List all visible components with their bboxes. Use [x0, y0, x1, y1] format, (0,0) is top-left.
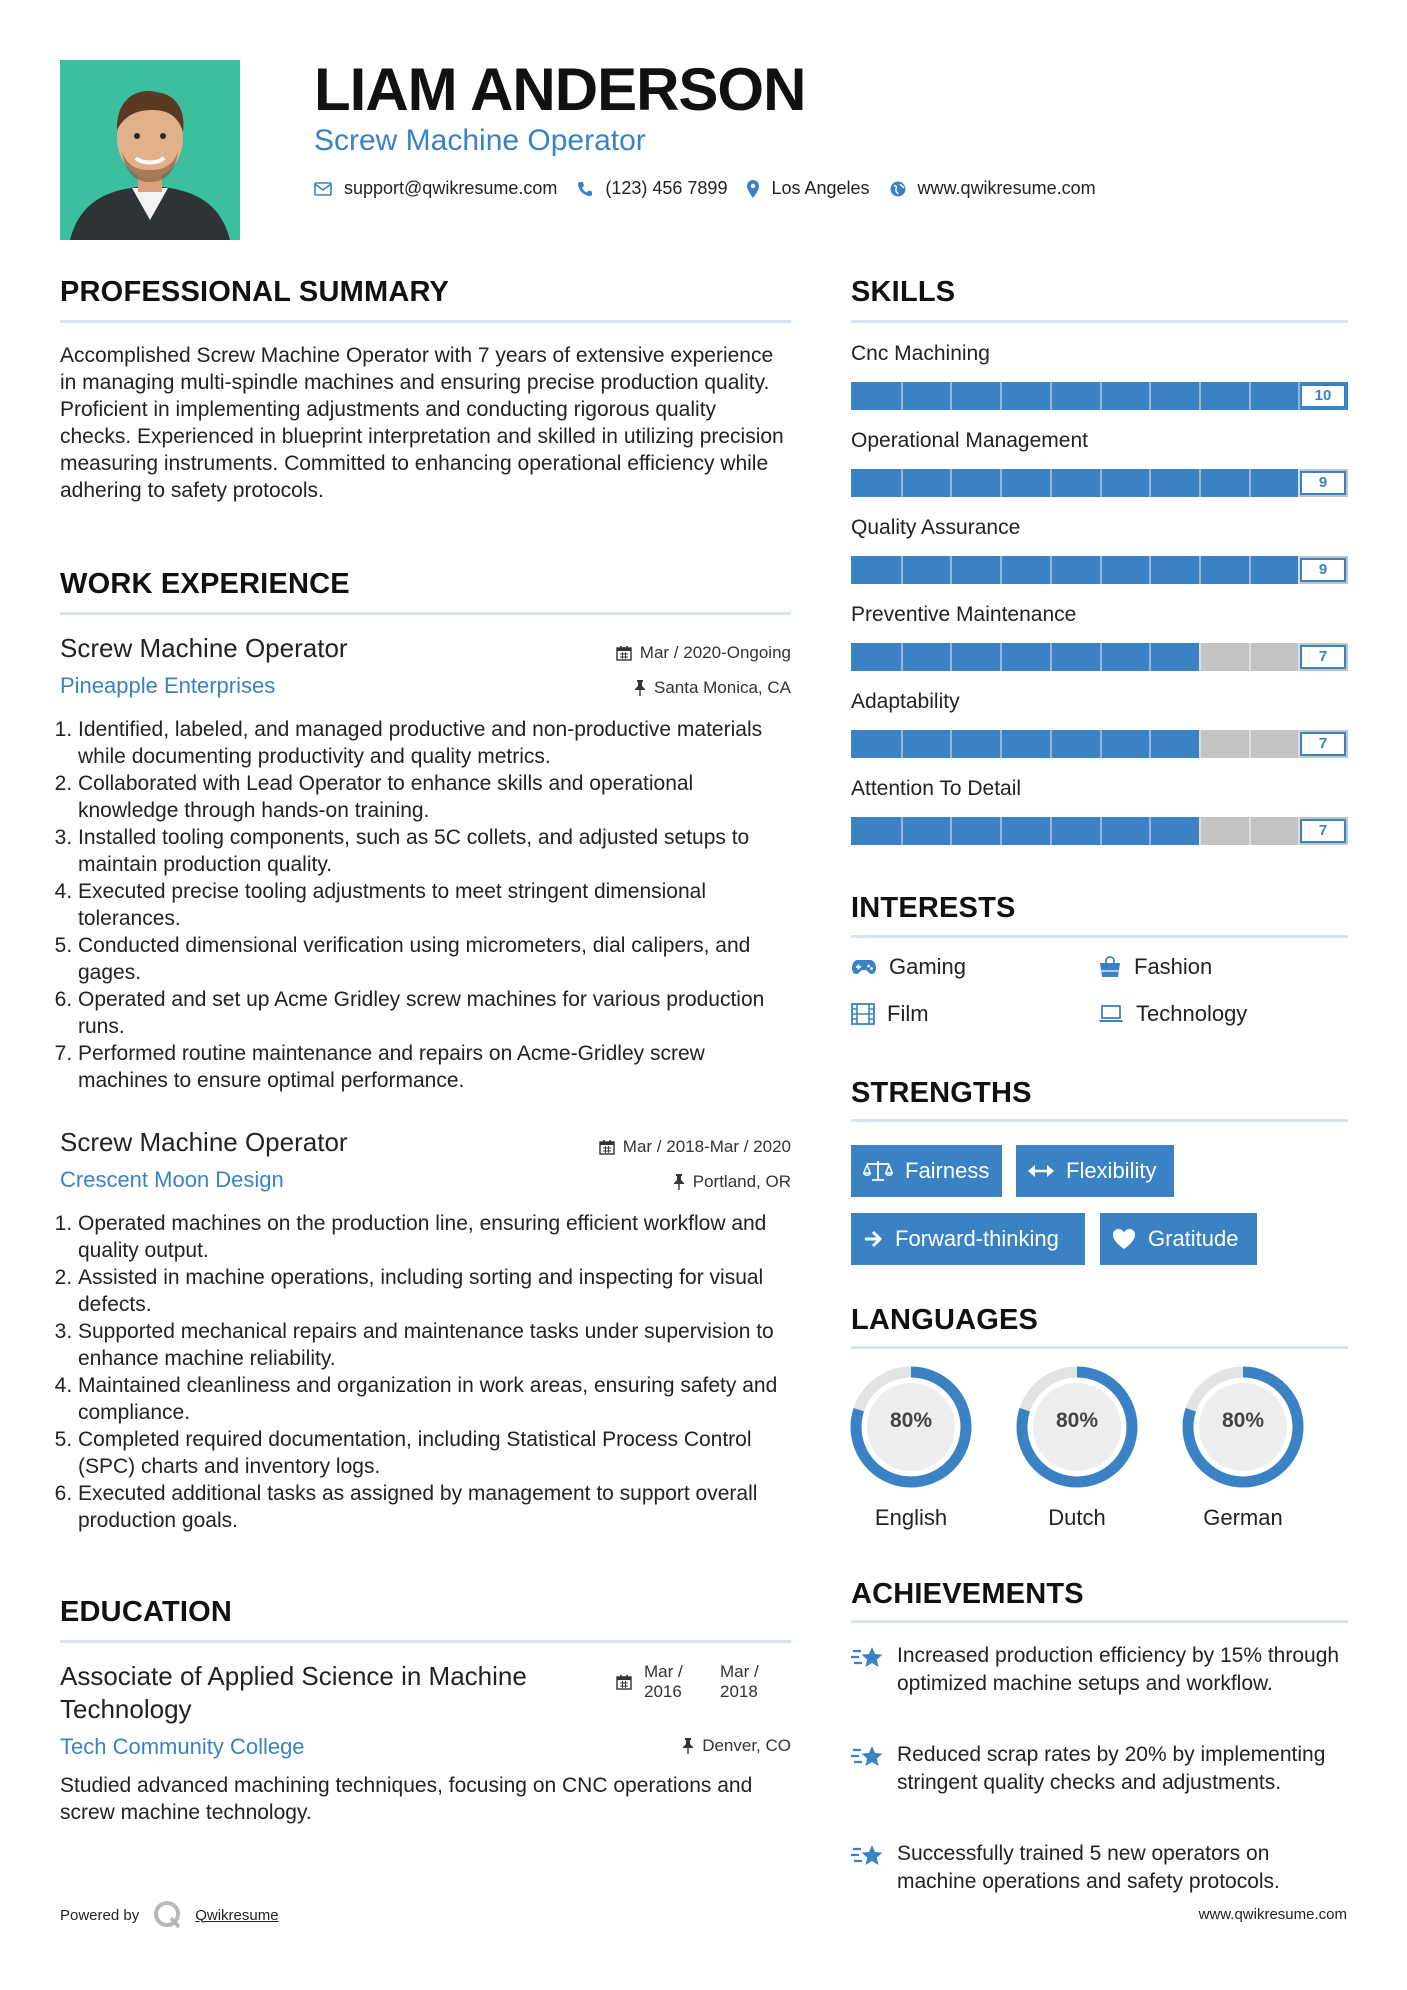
skill-bar-segment: [1000, 730, 1002, 758]
skill-bar-fill: [851, 730, 1199, 758]
contact-location-text: Los Angeles: [771, 178, 870, 198]
laptop-icon: [1098, 1005, 1124, 1023]
skill-bar-fill: [851, 817, 1199, 845]
interests-divider: [851, 935, 1348, 938]
arrow-right-icon: [863, 1229, 883, 1249]
language-percent: 80%: [1221, 1409, 1265, 1432]
heart-icon: [1112, 1228, 1136, 1250]
skill-bar-segment: [1050, 817, 1052, 845]
candidate-name: LIAM ANDERSON: [314, 56, 806, 123]
list-item: 1. Operated machines on the production line, ensuring efficient workflow and quality output.: [78, 1210, 791, 1264]
interest-fashion: Fashion: [1098, 954, 1212, 980]
contact-phone-text: (123) 456 7899: [605, 178, 728, 198]
skill-bar-segment: [1149, 469, 1151, 497]
language-name: Dutch: [1048, 1505, 1106, 1530]
interest-film: Film: [851, 1001, 929, 1027]
shooting-star-icon: [851, 1741, 885, 1771]
skill-bar-segment: [1000, 382, 1002, 410]
list-item: 2. Collaborated with Lead Operator to enhance skills and operational knowledge through hands-on training.: [78, 770, 791, 824]
skill-bar-segment: [1100, 382, 1102, 410]
skill-bar-segment: [1149, 382, 1151, 410]
map-marker-icon: [747, 180, 759, 198]
list-item: 5. Conducted dimensional verification using micrometers, dial calipers, and gages.: [78, 932, 791, 986]
achievement-item: Reduced scrap rates by 20% by implementing stringent quality checks and adjustments.: [851, 1741, 1348, 1797]
arrows-horizontal-icon: [1028, 1164, 1054, 1178]
skill-value-badge: 9: [1300, 558, 1346, 582]
list-item: 6. Executed additional tasks as assigned by management to support overall production goals.: [78, 1480, 791, 1534]
list-item: 2. Assisted in machine operations, including sorting and inspecting for visual defects.: [78, 1264, 791, 1318]
skill-bar-segment: [1100, 643, 1102, 671]
envelope-icon: [314, 182, 332, 196]
language-percent: 80%: [889, 1409, 933, 1432]
interests-heading: INTERESTS: [851, 892, 1016, 924]
interest-technology: Technology: [1098, 1001, 1247, 1027]
globe-icon: [890, 181, 906, 197]
skill-bar-segment: [901, 730, 903, 758]
skill-bar-segment: [1249, 643, 1251, 671]
list-item: 6. Operated and set up Acme Gridley screw machines for various production runs.: [78, 986, 791, 1040]
contact-phone[interactable]: [577, 178, 727, 199]
skill-bar-segment: [901, 382, 903, 410]
contact-bar: [314, 178, 1116, 199]
skill-bar-segment: [1249, 382, 1251, 410]
skill-label: Preventive Maintenance: [851, 603, 1077, 626]
summary-divider: [60, 320, 791, 323]
skill-bar-segment: [1149, 643, 1151, 671]
footer-website[interactable]: www.qwikresume.com: [1198, 1906, 1347, 1923]
skill-bar-segment: [901, 817, 903, 845]
profile-photo: [60, 60, 240, 240]
contact-website[interactable]: [890, 178, 1096, 199]
strength-badge: Gratitude: [1100, 1213, 1257, 1265]
skills-divider: [851, 320, 1348, 323]
degree-title: Associate of Applied Science in Machine Technology: [60, 1661, 527, 1724]
skill-bar-segment: [1199, 469, 1201, 497]
skill-bar-segment: [1149, 556, 1151, 584]
skill-label: Attention To Detail: [851, 777, 1022, 800]
qwikresume-logo-icon: [153, 1900, 183, 1930]
strength-badge: Fairness: [851, 1145, 1002, 1197]
skill-bar: [851, 556, 1348, 584]
list-item: 4. Maintained cleanliness and organization in work areas, ensuring safety and compliance.: [78, 1372, 791, 1426]
skill-bar-segment: [1050, 643, 1052, 671]
skill-bar-segment: [1149, 817, 1151, 845]
job-title: Screw Machine Operator: [60, 1127, 348, 1157]
skill-bar-segment: [1249, 817, 1251, 845]
calendar-icon: [616, 1674, 632, 1690]
job-dates: Mar / 2020-Ongoing: [616, 643, 791, 663]
skill-value-badge: 7: [1300, 732, 1346, 756]
strengths-divider: [851, 1119, 1348, 1122]
skill-bar-segment: [1050, 469, 1052, 497]
skill-bar-segment: [1100, 469, 1102, 497]
pushpin-icon: [673, 1174, 685, 1190]
skill-bar-segment: [950, 730, 952, 758]
skill-bar-segment: [901, 469, 903, 497]
experience-heading: WORK EXPERIENCE: [60, 568, 350, 600]
languages-divider: [851, 1346, 1348, 1349]
shooting-star-icon: [851, 1840, 885, 1870]
calendar-icon: [599, 1139, 615, 1155]
calendar-icon: [616, 645, 632, 661]
skill-bar-segment: [1149, 730, 1151, 758]
skill-value-badge: 7: [1300, 645, 1346, 669]
candidate-title: Screw Machine Operator: [314, 124, 646, 157]
film-icon: [851, 1003, 875, 1025]
summary-heading: PROFESSIONAL SUMMARY: [60, 276, 450, 308]
skill-bar-segment: [1050, 556, 1052, 584]
skill-bar-segment: [1100, 556, 1102, 584]
list-item: 5. Completed required documentation, including Statistical Process Control (SPC) charts and inventory logs.: [78, 1426, 791, 1480]
skill-bar-segment: [1199, 382, 1201, 410]
skill-label: Adaptability: [851, 690, 960, 713]
pushpin-icon: [634, 680, 646, 696]
list-item: 3. Installed tooling components, such as 5C collets, and adjusted setups to maintain production quality.: [78, 824, 791, 878]
list-item: 4. Executed precise tooling adjustments to meet stringent dimensional tolerances.: [78, 878, 791, 932]
shooting-star-icon: [851, 1642, 885, 1672]
achievements-divider: [851, 1620, 1348, 1623]
skill-bar-segment: [1000, 556, 1002, 584]
skill-label: Quality Assurance: [851, 516, 1021, 539]
interest-gaming: Gaming: [851, 954, 966, 980]
balance-scale-icon: [863, 1159, 893, 1183]
footer-powered: [60, 1900, 279, 1930]
job-bullets: [60, 716, 791, 1094]
skill-label: Operational Management: [851, 429, 1088, 452]
achievements-heading: ACHIEVEMENTS: [851, 1578, 1084, 1610]
skill-bar-segment: [1199, 556, 1201, 584]
job-location: Santa Monica, CA: [634, 678, 791, 698]
skill-bar-segment: [1199, 643, 1201, 671]
language-item: [1181, 1365, 1305, 1531]
skill-bar-segment: [1000, 817, 1002, 845]
achievement-item: Successfully trained 5 new operators on machine operations and safety protocols.: [851, 1840, 1348, 1896]
education-location: Denver, CO: [682, 1736, 791, 1756]
skill-bar-segment: [950, 817, 952, 845]
contact-website-text: www.qwikresume.com: [917, 178, 1096, 198]
skill-bar-segment: [1100, 817, 1102, 845]
skill-bar-fill: [851, 643, 1199, 671]
skill-bar-segment: [950, 556, 952, 584]
language-percent: 80%: [1055, 1409, 1099, 1432]
skill-bar-segment: [901, 556, 903, 584]
language-name: English: [874, 1505, 948, 1530]
education-dates: [616, 1662, 778, 1702]
skill-bar-segment: [1199, 730, 1201, 758]
skill-bar: [851, 469, 1348, 497]
skill-bar-segment: [1249, 469, 1251, 497]
education-start: Mar / 2016: [644, 1662, 683, 1701]
education-description: Studied advanced machining techniques, focusing on CNC operations and screw machine technology.: [60, 1774, 753, 1824]
strengths-heading: STRENGTHS: [851, 1077, 1032, 1109]
contact-email[interactable]: [314, 178, 557, 199]
strength-badge: Flexibility: [1016, 1145, 1174, 1197]
skills-heading: SKILLS: [851, 276, 956, 308]
list-item: 7. Performed routine maintenance and repairs on Acme-Gridley screw machines to ensure optimal performance.: [78, 1040, 791, 1094]
skill-bar-segment: [901, 643, 903, 671]
language-item: [849, 1365, 973, 1531]
skill-bar: [851, 643, 1348, 671]
skill-bar-segment: [1000, 643, 1002, 671]
job-company: Pineapple Enterprises: [60, 673, 276, 698]
skill-bar: [851, 382, 1348, 410]
languages-heading: LANGUAGES: [851, 1304, 1039, 1336]
job-dates: Mar / 2018-Mar / 2020: [599, 1137, 791, 1157]
gamepad-icon: [851, 958, 877, 976]
skill-bar-segment: [1050, 382, 1052, 410]
summary-text: Accomplished Screw Machine Operator with 7 years of extensive experience in managing multi-spindle machines and ensuring precise production quality. Proficient in implementing adjustments and conducting rigorous quality checks. Experienced in blueprint interpretation and skilled in utilizing precision measuring instruments. Committed to enhancing operational efficiency while adhering to safety protocols.: [60, 344, 784, 502]
qwikresume-link[interactable]: Qwikresume: [195, 1906, 279, 1924]
skill-bar: [851, 817, 1348, 845]
contact-email-text: support@qwikresume.com: [344, 178, 558, 198]
pushpin-icon: [682, 1738, 694, 1754]
skill-bar-segment: [950, 643, 952, 671]
skill-label: Cnc Machining: [851, 342, 990, 365]
language-item: [1015, 1365, 1139, 1531]
skill-value-badge: 7: [1300, 819, 1346, 843]
skill-bar-segment: [950, 382, 952, 410]
skill-bar-segment: [1000, 469, 1002, 497]
experience-divider: [60, 612, 791, 615]
education-divider: [60, 1640, 791, 1643]
job-bullets: [60, 1210, 791, 1534]
education-end: Mar / 2018: [720, 1662, 759, 1701]
language-name: German: [1203, 1505, 1283, 1530]
skill-bar-segment: [1249, 556, 1251, 584]
achievement-item: Increased production efficiency by 15% through optimized machine setups and workflow.: [851, 1642, 1348, 1698]
job-location: Portland, OR: [673, 1172, 791, 1192]
list-item: 1. Identified, labeled, and managed productive and non-productive materials while documenting productivity and quality metrics.: [78, 716, 791, 770]
list-item: 3. Supported mechanical repairs and maintenance tasks under supervision to enhance machine reliability.: [78, 1318, 791, 1372]
skill-bar-segment: [1100, 730, 1102, 758]
shopping-bag-icon: [1098, 956, 1122, 978]
education-heading: EDUCATION: [60, 1596, 233, 1628]
school-name: Tech Community College: [60, 1734, 305, 1759]
powered-by-text: Powered by: [60, 1906, 140, 1924]
skill-bar-segment: [1199, 817, 1201, 845]
skill-value-badge: 9: [1300, 471, 1346, 495]
skill-bar-segment: [950, 469, 952, 497]
job-title: Screw Machine Operator: [60, 633, 348, 663]
skill-value-badge: 10: [1300, 384, 1346, 408]
skill-bar: [851, 730, 1348, 758]
skill-bar-fill: [851, 556, 1298, 584]
strength-badge: Forward-thinking: [851, 1213, 1085, 1265]
skill-bar-fill: [851, 469, 1298, 497]
skill-bar-segment: [1249, 730, 1251, 758]
phone-icon: [577, 181, 593, 197]
skill-bar-segment: [1050, 730, 1052, 758]
job-company: Crescent Moon Design: [60, 1167, 284, 1192]
contact-location: [747, 178, 869, 199]
